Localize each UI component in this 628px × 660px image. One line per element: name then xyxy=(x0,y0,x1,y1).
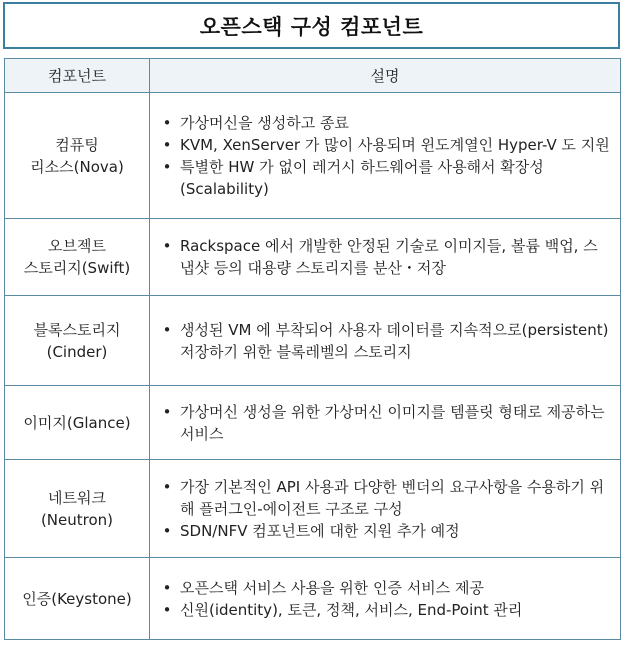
bullet-icon: • xyxy=(162,320,172,339)
bullet-icon: • xyxy=(162,402,172,421)
list-item: • 가장 기본적인 API 사용과 다양한 벤더의 요구사항을 수용하기 위해 플러그인-에이전트 구조로 구성 xyxy=(162,477,605,518)
description-list xyxy=(158,112,612,200)
list-item: • 신원(identity), 토큰, 정책, 서비스, End-Point 관리 xyxy=(162,600,523,619)
component-name: 네트워크 xyxy=(48,488,106,507)
list-item: • SDN/NFV 컴포넌트에 대한 지원 추가 예정 xyxy=(162,521,460,540)
component-table xyxy=(4,58,621,640)
component-name: 컴퓨팅 xyxy=(55,135,99,154)
bullet-icon: • xyxy=(162,113,172,132)
component-name: 스토리지(Swift) xyxy=(23,259,131,277)
list-item: • KVM, XenServer 가 많이 사용되며 윈도계열인 Hyper-V 도 지원 xyxy=(162,135,610,154)
component-cell xyxy=(5,386,150,460)
bullet-icon: • xyxy=(162,135,172,154)
table-header-row xyxy=(5,59,621,93)
component-name: 이미지(Glance) xyxy=(23,413,131,432)
table-row xyxy=(5,219,621,296)
component-cell xyxy=(5,460,150,558)
bullet-icon: • xyxy=(162,600,172,619)
table-row xyxy=(5,558,621,640)
table-row xyxy=(5,460,621,558)
description-list xyxy=(158,476,612,542)
description-cell xyxy=(150,558,621,640)
component-cell xyxy=(5,219,150,296)
description-cell xyxy=(150,93,621,219)
bullet-icon: • xyxy=(162,521,172,540)
description-cell xyxy=(150,219,621,296)
description-list xyxy=(158,577,612,621)
list-item: • 가상머신 생성을 위한 가상머신 이미지를 템플릿 형태로 제공하는 서비스 xyxy=(162,402,605,443)
table-row xyxy=(5,93,621,219)
table-row xyxy=(5,296,621,386)
description-cell xyxy=(150,460,621,558)
component-name: (Neutron) xyxy=(40,510,114,529)
description-list xyxy=(158,401,612,445)
description-cell xyxy=(150,386,621,460)
bullet-icon: • xyxy=(162,237,172,255)
description-list xyxy=(158,319,612,363)
component-cell xyxy=(5,93,150,219)
list-item: • 가상머신을 생성하고 종료 xyxy=(162,113,349,132)
page-title: 오픈스택 구성 컴포넌트 xyxy=(199,14,424,39)
table-row xyxy=(5,386,621,460)
title-banner xyxy=(3,2,620,49)
component-name: 블록스토리지 xyxy=(33,320,121,339)
component-name: (Cinder) xyxy=(46,342,108,361)
component-cell xyxy=(5,558,150,640)
component-name: 오브젝트 xyxy=(48,237,106,255)
bullet-icon: • xyxy=(162,578,172,597)
list-item: • 생성된 VM 에 부착되어 사용자 데이터를 지속적으로(persistent) 저장하기 위한 블록레벨의 스토리지 xyxy=(162,320,609,361)
component-cell xyxy=(5,296,150,386)
description-list xyxy=(158,235,612,279)
header-component: 컴포넌트 xyxy=(5,59,150,93)
bullet-icon: • xyxy=(162,477,172,496)
header-description: 설명 xyxy=(150,59,621,93)
description-cell xyxy=(150,296,621,386)
component-name: 인증(Keystone) xyxy=(22,589,132,608)
list-item: • Rackspace 에서 개발한 안정된 기술로 이미지들, 볼륨 백업, 스냅샷 등의 대용량 스토리지를 분산・저장 xyxy=(162,237,598,277)
bullet-icon: • xyxy=(162,157,172,176)
list-item: • 오픈스택 서비스 사용을 위한 인증 서비스 제공 xyxy=(162,578,484,597)
component-name: 리소스(Nova) xyxy=(30,157,124,176)
list-item: • 특별한 HW 가 없이 레거시 하드웨어를 사용해서 확장성(Scalability) xyxy=(162,157,544,198)
